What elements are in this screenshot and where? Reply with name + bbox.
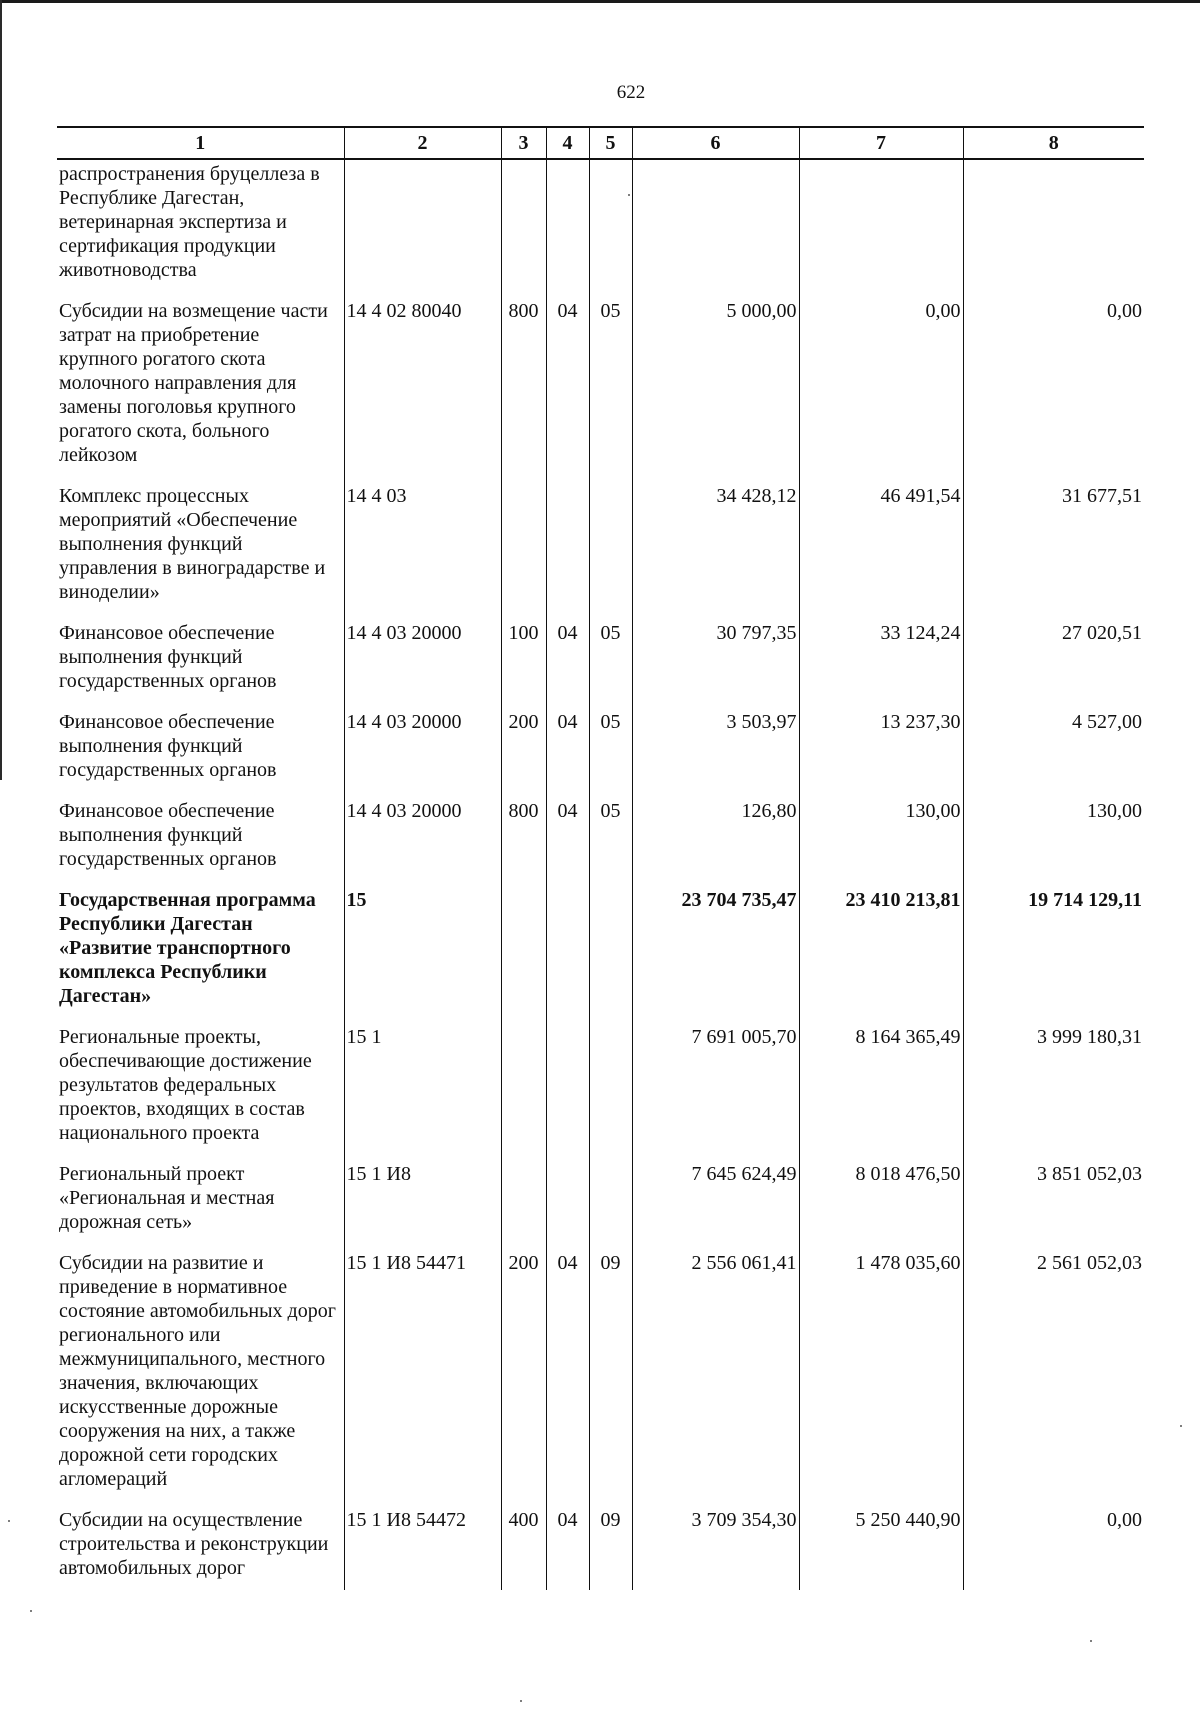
row-name: Финансовое обеспечение выполнения функций государственных органов	[57, 614, 344, 703]
page-number: 622	[616, 82, 646, 103]
row-col5	[589, 477, 632, 614]
row-col5	[589, 159, 632, 292]
row-value-7: 8 018 476,50	[799, 1155, 963, 1244]
row-value-7: 13 237,30	[799, 703, 963, 792]
row-col3: 200	[501, 703, 546, 792]
column-header-8: 8	[963, 127, 1144, 159]
row-value-8: 2 561 052,03	[963, 1244, 1144, 1501]
row-value-8: 19 714 129,11	[963, 881, 1144, 1018]
row-value-6: 7 691 005,70	[632, 1018, 799, 1155]
column-header-3: 3	[501, 127, 546, 159]
budget-table	[57, 126, 1144, 1590]
table-row	[57, 1501, 1144, 1590]
row-col5	[589, 1155, 632, 1244]
row-value-7: 33 124,24	[799, 614, 963, 703]
row-value-6: 2 556 061,41	[632, 1244, 799, 1501]
row-code: 14 4 02 80040	[344, 292, 501, 477]
row-col5: 09	[589, 1501, 632, 1590]
row-value-7: 5 250 440,90	[799, 1501, 963, 1590]
row-value-8: 0,00	[963, 292, 1144, 477]
table-row	[57, 1018, 1144, 1155]
row-code	[344, 159, 501, 292]
table-row	[57, 292, 1144, 477]
row-col4	[546, 1018, 589, 1155]
row-name: Региональный проект «Региональная и местная дорожная сеть»	[57, 1155, 344, 1244]
row-col5: 09	[589, 1244, 632, 1501]
row-value-8: 3 851 052,03	[963, 1155, 1144, 1244]
row-value-7: 1 478 035,60	[799, 1244, 963, 1501]
row-value-7: 130,00	[799, 792, 963, 881]
row-col3	[501, 1018, 546, 1155]
row-col5: 05	[589, 703, 632, 792]
table-row	[57, 159, 1144, 292]
row-col4	[546, 159, 589, 292]
scan-edge-top	[0, 0, 1200, 3]
row-code: 14 4 03 20000	[344, 792, 501, 881]
row-value-6: 3 503,97	[632, 703, 799, 792]
row-value-6: 7 645 624,49	[632, 1155, 799, 1244]
row-name: Субсидии на развитие и приведение в нормативное состояние автомобильных дорог регионального или межмуниципального, местного значения, включающих искусственные дорожные сооружения на них, а также дорожной сети городских агломераций	[57, 1244, 344, 1501]
row-code: 15 1	[344, 1018, 501, 1155]
row-value-8: 4 527,00	[963, 703, 1144, 792]
row-name: Государственная программа Республики Дагестан «Развитие транспортного комплекса Республики Дагестан»	[57, 881, 344, 1018]
row-col4: 04	[546, 1501, 589, 1590]
table-row	[57, 792, 1144, 881]
row-col3: 400	[501, 1501, 546, 1590]
row-value-6: 3 709 354,30	[632, 1501, 799, 1590]
row-value-6	[632, 159, 799, 292]
column-header-2: 2	[344, 127, 501, 159]
row-value-7: 23 410 213,81	[799, 881, 963, 1018]
table-row	[57, 477, 1144, 614]
row-code: 14 4 03 20000	[344, 614, 501, 703]
row-code: 15 1 И8	[344, 1155, 501, 1244]
row-col4	[546, 1155, 589, 1244]
table-row	[57, 703, 1144, 792]
row-value-8	[963, 159, 1144, 292]
table-row-program	[57, 881, 1144, 1018]
table-row	[57, 614, 1144, 703]
row-value-8: 27 020,51	[963, 614, 1144, 703]
row-value-8: 0,00	[963, 1501, 1144, 1590]
column-header-1: 1	[57, 127, 344, 159]
row-value-8: 31 677,51	[963, 477, 1144, 614]
column-header-6: 6	[632, 127, 799, 159]
row-name: Комплекс процессных мероприятий «Обеспечение выполнения функций управления в виноградарстве и виноделии»	[57, 477, 344, 614]
row-col3: 800	[501, 292, 546, 477]
column-header-4: 4	[546, 127, 589, 159]
header-row	[57, 127, 1144, 159]
row-value-7: 8 164 365,49	[799, 1018, 963, 1155]
row-col5	[589, 881, 632, 1018]
row-value-6: 126,80	[632, 792, 799, 881]
column-header-7: 7	[799, 127, 963, 159]
row-col3	[501, 159, 546, 292]
row-code: 15 1 И8 54472	[344, 1501, 501, 1590]
row-col5	[589, 1018, 632, 1155]
row-col3	[501, 881, 546, 1018]
row-value-8: 130,00	[963, 792, 1144, 881]
row-value-6: 34 428,12	[632, 477, 799, 614]
row-col5: 05	[589, 792, 632, 881]
row-code: 15 1 И8 54471	[344, 1244, 501, 1501]
row-col4: 04	[546, 1244, 589, 1501]
row-name: Региональные проекты, обеспечивающие достижение результатов федеральных проектов, входящих в состав национального проекта	[57, 1018, 344, 1155]
row-col3	[501, 1155, 546, 1244]
row-col3	[501, 477, 546, 614]
row-name: Финансовое обеспечение выполнения функций государственных органов	[57, 792, 344, 881]
row-name: Финансовое обеспечение выполнения функций государственных органов	[57, 703, 344, 792]
row-col5: 05	[589, 614, 632, 703]
row-name: распространения бруцеллеза в Республике Дагестан, ветеринарная экспертиза и сертификация продукции животноводства	[57, 159, 344, 292]
row-col3: 100	[501, 614, 546, 703]
row-value-6: 30 797,35	[632, 614, 799, 703]
row-value-6: 5 000,00	[632, 292, 799, 477]
table-row	[57, 1155, 1144, 1244]
row-name: Субсидии на осуществление строительства и реконструкции автомобильных дорог	[57, 1501, 344, 1590]
row-col4: 04	[546, 292, 589, 477]
row-col4: 04	[546, 792, 589, 881]
row-col4: 04	[546, 703, 589, 792]
scan-edge-left	[0, 0, 2, 780]
row-value-7	[799, 159, 963, 292]
row-code: 15	[344, 881, 501, 1018]
row-col3: 800	[501, 792, 546, 881]
row-col5: 05	[589, 292, 632, 477]
row-col4	[546, 881, 589, 1018]
row-col4: 04	[546, 614, 589, 703]
row-name: Субсидии на возмещение части затрат на приобретение крупного рогатого скота молочного направления для замены поголовья крупного рогатого скота, больного лейкозом	[57, 292, 344, 477]
row-col4	[546, 477, 589, 614]
row-col3: 200	[501, 1244, 546, 1501]
row-value-6: 23 704 735,47	[632, 881, 799, 1018]
row-value-7: 46 491,54	[799, 477, 963, 614]
row-code: 14 4 03 20000	[344, 703, 501, 792]
row-value-8: 3 999 180,31	[963, 1018, 1144, 1155]
column-header-5: 5	[589, 127, 632, 159]
row-value-7: 0,00	[799, 292, 963, 477]
table-row	[57, 1244, 1144, 1501]
row-code: 14 4 03	[344, 477, 501, 614]
